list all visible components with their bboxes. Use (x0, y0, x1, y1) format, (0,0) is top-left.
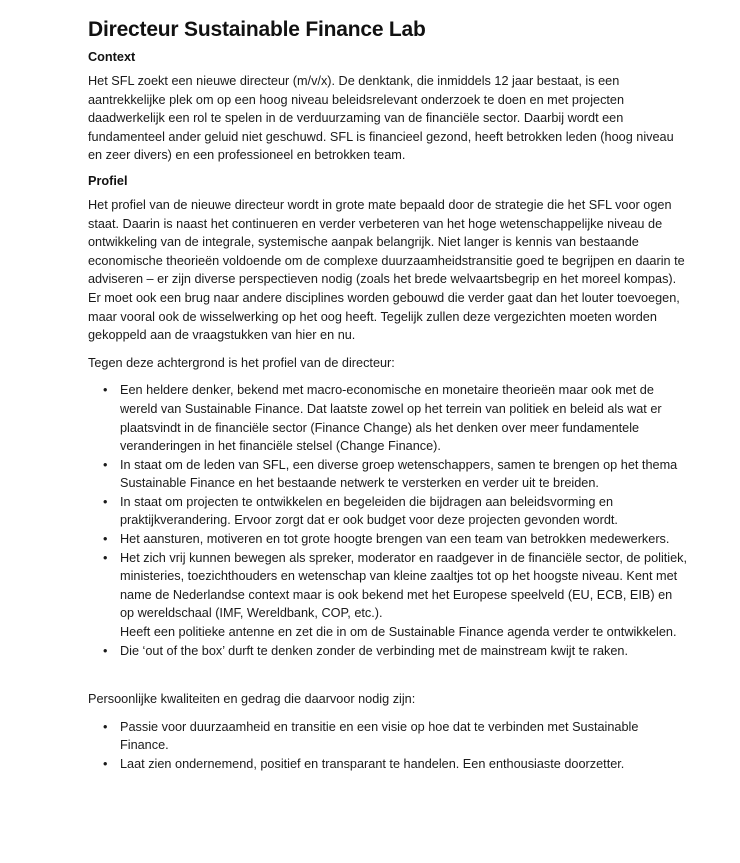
list-item-text: Passie voor duurzaamheid en transitie en een visie op hoe dat te verbinden met Sustainable Finance. (120, 719, 639, 753)
profile-heading: Profiel (88, 173, 128, 188)
list-item (88, 755, 688, 774)
list-item-text: Die ‘out of the box’ durft te denken zonder de verbinding met de mainstream kwijt te raken. (120, 643, 629, 658)
profile-intro: Tegen deze achtergrond is het profiel van de directeur: (88, 355, 395, 370)
bullet-icon: • (103, 457, 108, 472)
list-item-text: Laat zien ondernemend, positief en transparant te handelen. Een enthousiaste doorzetter. (120, 757, 625, 771)
list-item (88, 493, 688, 530)
vertical-spacer (88, 669, 688, 690)
bullet-icon: • (103, 757, 108, 771)
document-page (88, 18, 688, 783)
list-item (88, 381, 688, 455)
list-item-text: In staat om projecten te ontwikkelen en begeleiden die bijdragen aan beleidsvorming en praktijkverandering. Ervoor zorgt dat er ook budget voor deze projecten gevonden wordt. (120, 494, 618, 528)
list-item-text: Het aansturen, motiveren en tot grote hoogte brengen van een team van betrokken medewerkers. (120, 532, 670, 547)
bullet-icon: • (103, 643, 108, 658)
list-item-text: In staat om de leden van SFL, een diverse groep wetenschappers, samen te brengen op het thema Sustainable Finance en het bestaande netwerk te versterken en verder uit te breiden. (120, 457, 678, 491)
context-paragraph: Het SFL zoekt een nieuwe directeur (m/v/x). De denktank, die inmiddels 12 jaar bestaat, is een aantrekkelijke plek om op een hoog niveau beleidsrelevant onderzoek te doen en met projecten daadwerkelijk een rol te spelen in de verduurzaming van de financiële sector. Daarbij wordt een fundamenteel ander geluid niet geschuwd. SFL is financieel gezond, heeft betrokken leden (hoog niveau en zeer divers) en een professioneel en betrokken team. (88, 74, 674, 163)
list-item-text: Het zich vrij kunnen bewegen als spreker, moderator en raadgever in de financiële sector, de politiek, ministeries, toezichthouders en wetenschap van kleine zaaltjes tot op het hoogste niveau. Kent met name de Nederlandse context maar is ook bekend met het Europese speelveld (EU, ECB, EIB) en op wereldschaal (IMF, Wereldbank, COP, etc.). Heeft een politieke antenne en zet die in om de Sustainable Finance agenda verder te ontwikkelen. (120, 550, 688, 640)
list-item (88, 642, 688, 661)
bullet-icon: • (103, 383, 108, 398)
list-item (88, 456, 688, 493)
bullet-icon: • (103, 550, 108, 565)
list-item (88, 718, 688, 755)
bullet-icon: • (103, 494, 108, 509)
list-item (88, 549, 688, 642)
context-heading: Context (88, 50, 136, 64)
list-item-text: Een heldere denker, bekend met macro-economische en monetaire theorieën maar ook met de wereld van Sustainable Finance. Dat laatste zowel op het terrein van politiek en beleid als wat er plaatsvindt in de financiële sector (Finance Change) als het denken over meer fundamentele veranderingen in het financiële stelsel (Change Finance). (120, 383, 662, 454)
bullet-icon: • (103, 532, 108, 547)
profile-paragraph: Het profiel van de nieuwe directeur wordt in grote mate bepaald door de strategie die het SFL voor ogen staat. Daarin is naast het continueren en verder verbeteren van het hoge wetenschappelijke niveau de ontwikkeling van de integrale, systemische aanpak belangrijk. Niet langer is kennis van bestaande economische theorieën voldoende om de complexe duurzaamheidstransitie goed te begrijpen en daarin te adviseren – er zijn diverse perspectieven nodig (zoals het brede welvaartsbegrip en het moreel kompas). Er moet ook een brug naar andere disciplines worden gebouwd die verder gaat dan het louter toevoegen, maar vooral ook de wisselwerking op het oog heeft. Tegelijk zullen deze vergezichten moeten worden gekoppeld aan de vraagstukken van hier en nu. (88, 197, 685, 343)
list-item (88, 530, 688, 549)
qualities-intro: Persoonlijke kwaliteiten en gedrag die daarvoor nodig zijn: (88, 692, 416, 707)
document-title: Directeur Sustainable Finance Lab (88, 18, 426, 41)
bullet-icon: • (103, 719, 108, 734)
profile-bullet-list (88, 381, 688, 660)
qualities-bullet-list (88, 718, 688, 774)
